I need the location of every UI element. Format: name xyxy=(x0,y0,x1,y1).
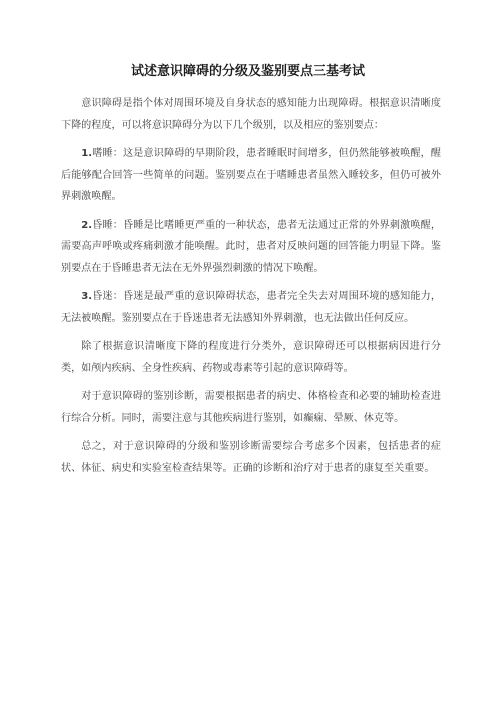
list-number: 2. xyxy=(81,219,93,231)
document-body xyxy=(61,93,441,486)
summary-paragraph xyxy=(61,436,441,479)
paragraph-text: 嗜睡：这是意识障碍的早期阶段，患者睡眠时间增多，但仍然能够被唤醒，醒后能够配合回答一些简单的问题。鉴别要点在于嗜睡患者虽然入睡较多，但仍可被外界刺激唤醒。 xyxy=(61,148,441,203)
level-coma-paragraph xyxy=(61,286,441,329)
paragraph-text: 对于意识障碍的鉴别诊断，需要根据患者的病史、体格检查和必要的辅助检查进行综合分析。同时，需要注意与其他疾病进行鉴别，如癫痫、晕厥、休克等。 xyxy=(61,391,441,425)
level-drowsiness-paragraph xyxy=(61,143,441,208)
paragraph-text: 除了根据意识清晰度下降的程度进行分类外，意识障碍还可以根据病因进行分类，如颅内疾病、全身性疾病、药物或毒素等引起的意识障碍等。 xyxy=(61,341,441,375)
paragraph-text: 意识障碍是指个体对周围环境及自身状态的感知能力出现障碍。根据意识清晰度下降的程度，可以将意识障碍分为以下几个级别，以及相应的鉴别要点： xyxy=(61,98,441,131)
document-title: 试述意识障碍的分级及鉴别要点三基考试 xyxy=(130,64,365,79)
etiology-paragraph xyxy=(61,336,441,379)
list-number: 1. xyxy=(81,148,93,159)
paragraph-text: 昏迷：昏迷是最严重的意识障碍状态，患者完全失去对周围环境的感知能力，无法被唤醒。鉴别要点在于昏迷患者无法感知外界刺激，也无法做出任何反应。 xyxy=(61,291,441,325)
paragraph-text: 总之，对于意识障碍的分级和鉴别诊断需要综合考虑多个因素，包括患者的症状、体征、病史和实验室检查结果等。正确的诊断和治疗对于患者的康复至关重要。 xyxy=(61,441,441,475)
list-number: 3. xyxy=(81,291,93,303)
intro-paragraph xyxy=(61,93,441,136)
paragraph-text: 昏睡：昏睡是比嗜睡更严重的一种状态，患者无法通过正常的外界刺激唤醒，需要高声呼唤或疼痛刺激才能唤醒。此时，患者对反映问题的回答能力明显下降。鉴别要点在于昏睡患者无法在无外界强烈刺激的情况下唤醒。 xyxy=(61,219,441,275)
level-stupor-paragraph xyxy=(61,215,441,280)
diagnosis-paragraph xyxy=(61,386,441,429)
